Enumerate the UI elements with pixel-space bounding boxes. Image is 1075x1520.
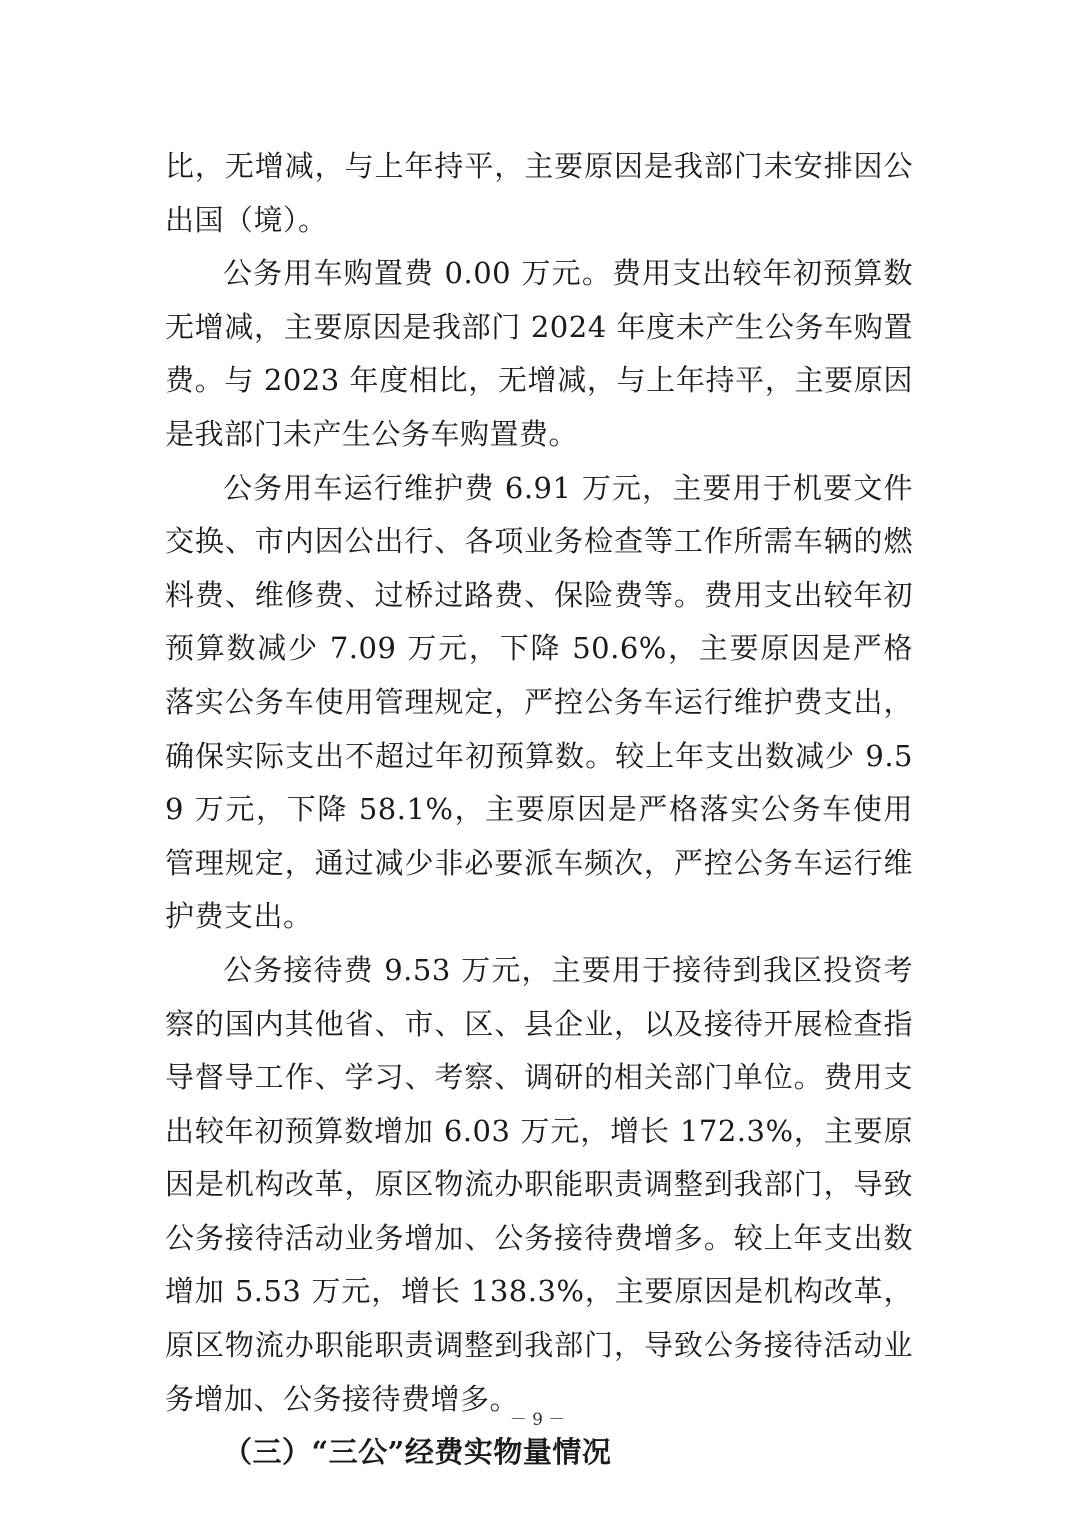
document-body [165, 140, 913, 1480]
paragraph-continuation: 比，无增减，与上年持平，主要原因是我部门未安排因公出国（境）。 [165, 149, 913, 237]
paragraph-vehicle-purchase: 公务用车购置费 0.00 万元。费用支出较年初预算数无增减，主要原因是我部门 2024 年度未产生公务车购置费。与 2023 年度相比，无增减，与上年持平，主要原因是我部门未产生公务车购置费。 [165, 256, 913, 451]
section-heading: （三）“三公”经费实物量情况 [223, 1435, 612, 1470]
paragraph-vehicle-maintenance: 公务用车运行维护费 6.91 万元，主要用于机要文件交换、市内因公出行、各项业务检查等工作所需车辆的燃料费、维修费、过桥过路费、保险费等。费用支出较年初预算数减少 7.09 万元，下降 50.6%，主要原因是严格落实公务车使用管理规定，严控公务车运行维护费支出，确保实际支出不超过年初预算数。较上年支出数减少 9.59 万元，下降 58.1%，主要原因是严格落实公务车使用管理规定，通过减少非必要派车频次，严控公务车运行维护费支出。 [165, 470, 913, 934]
page-number: － 9 － [509, 1410, 566, 1430]
paragraph-reception: 公务接待费 9.53 万元，主要用于接待到我区投资考察的国内其他省、市、区、县企业，以及接待开展检查指导督导工作、学习、考察、调研的相关部门单位。费用支出较年初预算数增加 6.03 万元，增长 172.3%，主要原因是机构改革，原区物流办职能职责调整到我部门，导致公务接待活动业务增加、公务接待费增多。较上年支出数增加 5.53 万元，增长 138.3%，主要原因是机构改革，原区物流办职能职责调整到我部门，导致公务接待活动业务增加、公务接待费增多。 [165, 952, 913, 1416]
